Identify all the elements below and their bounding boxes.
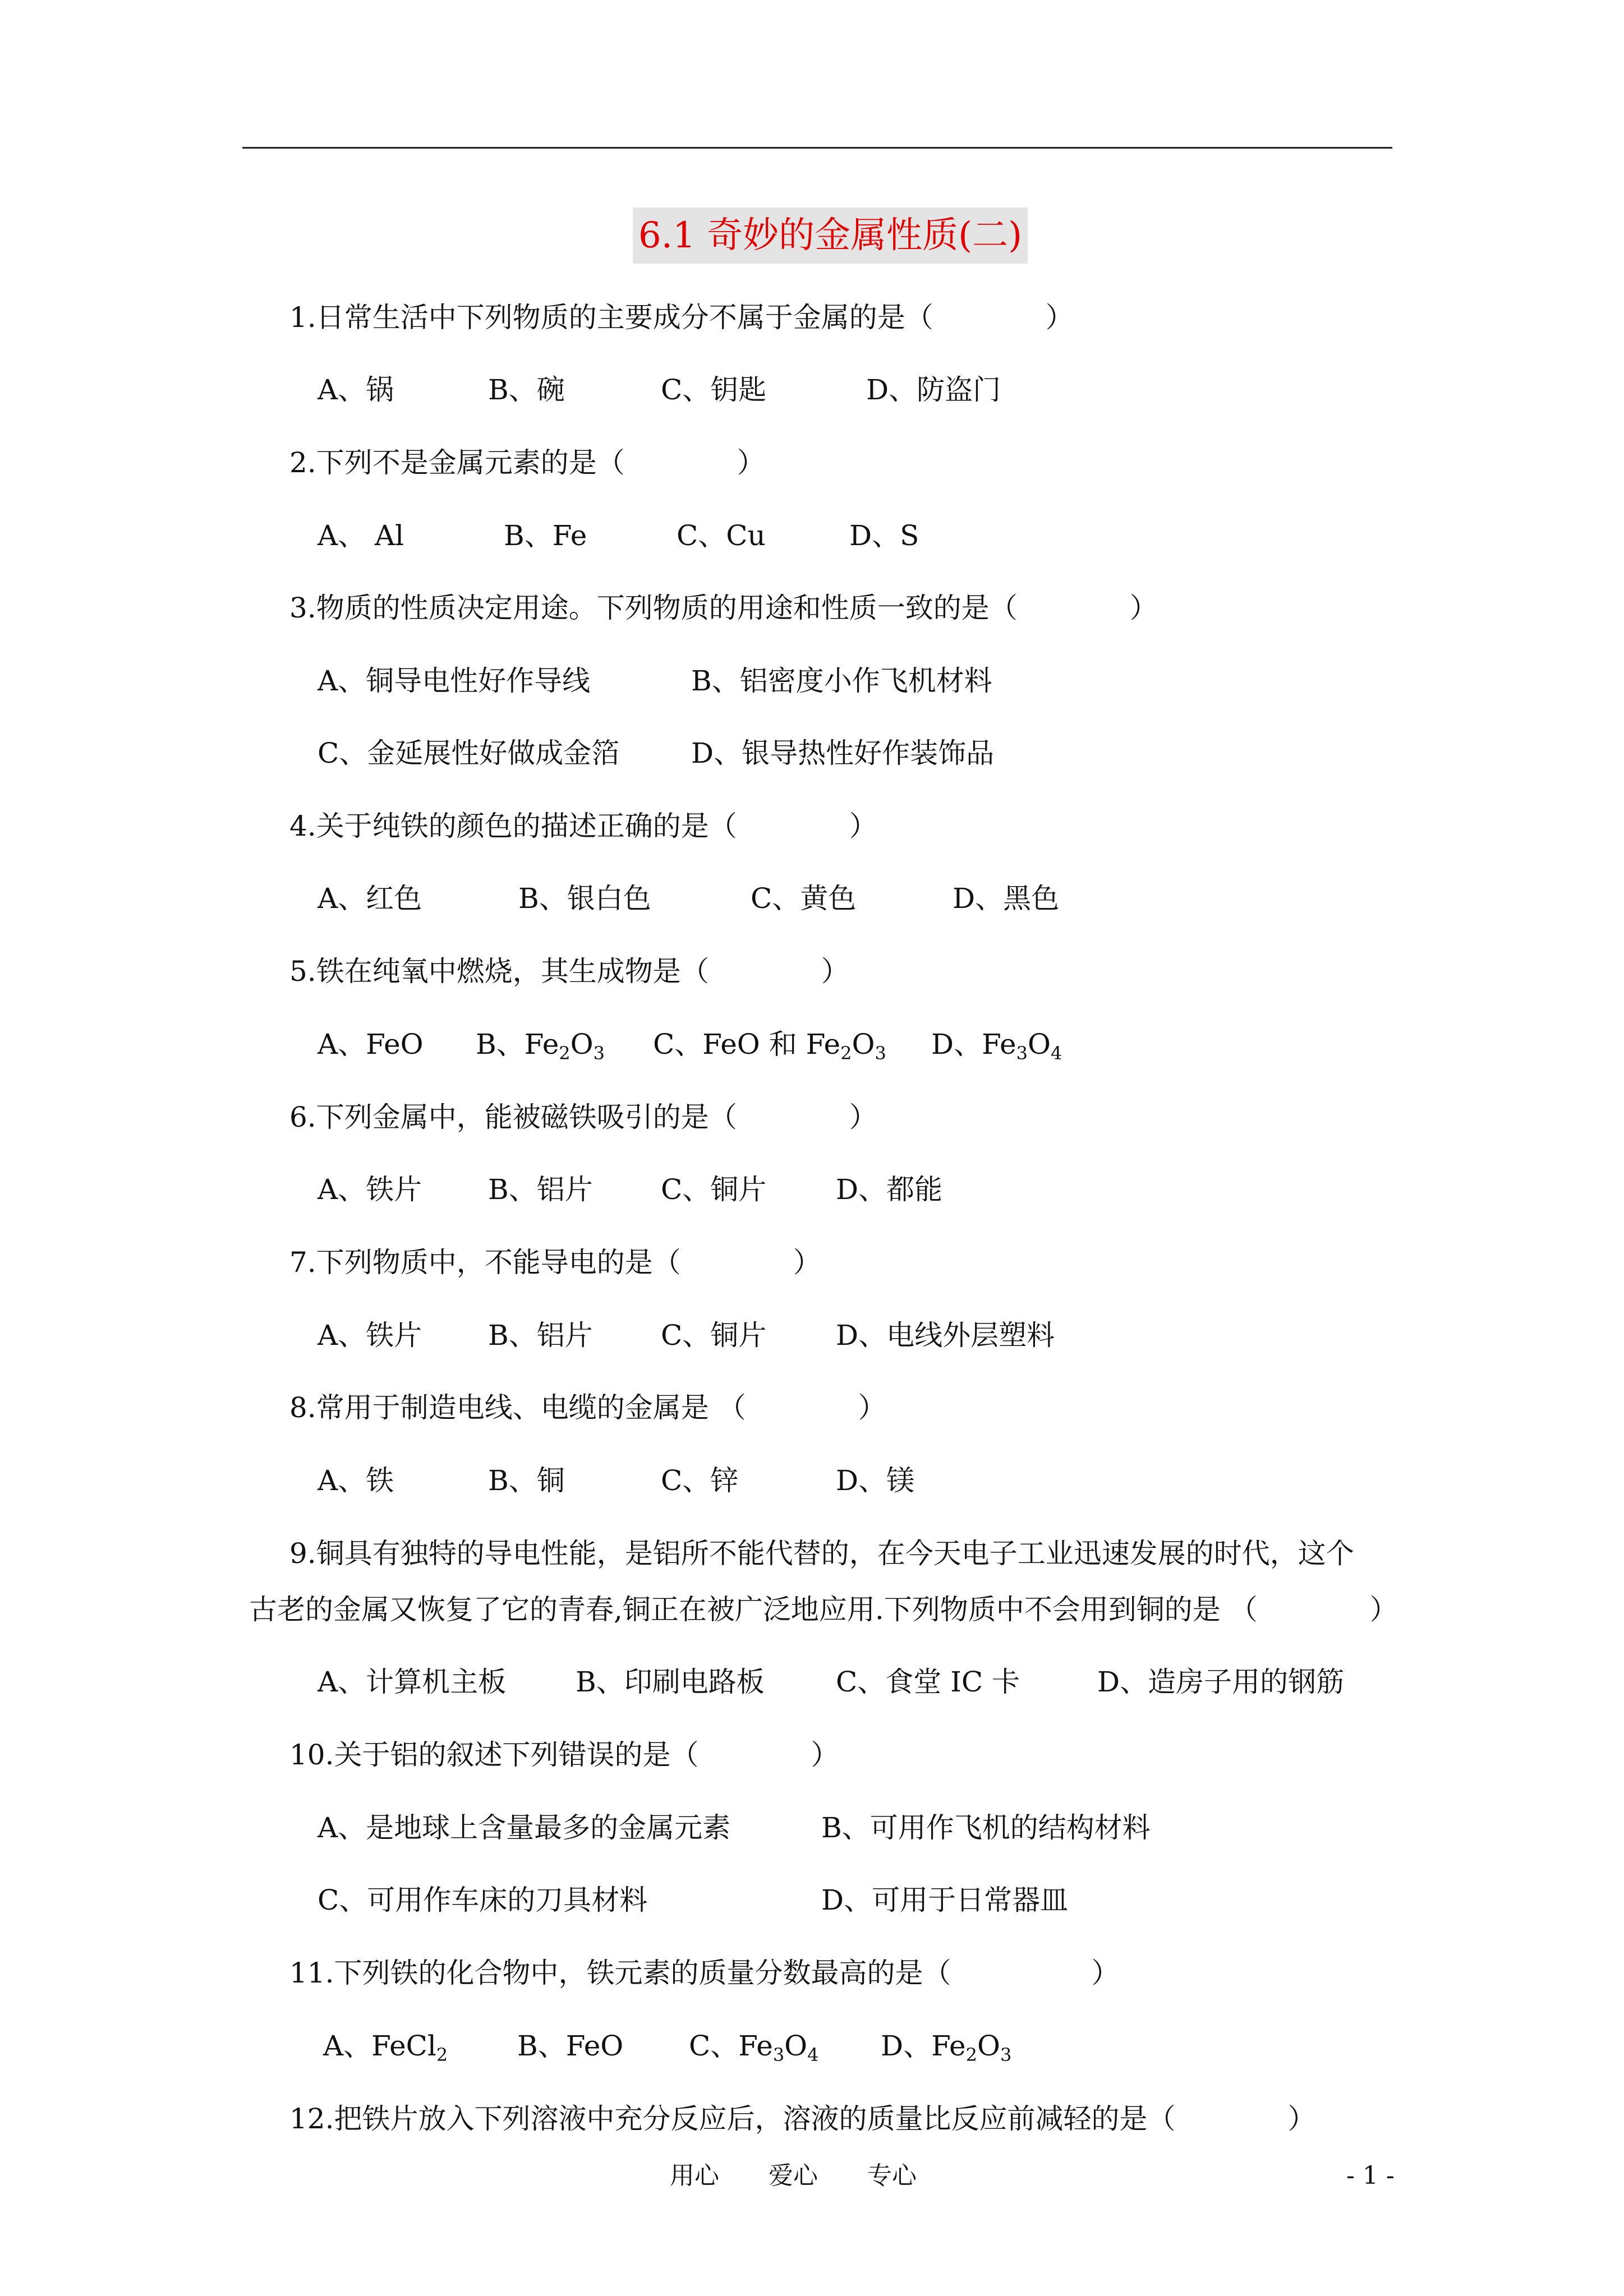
option: B、铝片	[488, 1173, 593, 1206]
question-9-continued: 古老的金属又恢复了它的青春,铜正在被广泛地应用.下列物质中不会用到铜的是 （ ）	[249, 1593, 1398, 1626]
option: D、S	[849, 519, 919, 552]
option: D、电线外层塑料	[836, 1319, 1055, 1352]
option: C、黄色	[751, 882, 857, 915]
option: B、FeO	[517, 2030, 624, 2062]
option: B、铜	[488, 1464, 565, 1497]
option: B、碗	[488, 374, 565, 406]
question-1: 1.日常生活中下列物质的主要成分不属于金属的是（ ）	[289, 301, 1074, 334]
option: A、锅	[318, 374, 394, 406]
option: A、铜导电性好作导线	[318, 665, 591, 697]
option: D、镁	[836, 1464, 915, 1497]
option: D、$Fe_2O_3$	[881, 2030, 1012, 2066]
option: A、铁	[318, 1464, 394, 1497]
option: B、Fe	[504, 519, 587, 552]
page-title: 6.1 奇妙的金属性质(二)	[633, 208, 1028, 264]
option: D、防盗门	[866, 374, 1001, 406]
option: A、铁片	[318, 1173, 422, 1206]
option: B、可用作飞机的结构材料	[821, 1811, 1151, 1844]
question-12: 12.把铁片放入下列溶液中充分反应后，溶液的质量比反应前减轻的是（ ）	[289, 2103, 1316, 2135]
footer-motto: 用心 爱心 专心	[670, 2161, 917, 2190]
option: A、FeCl$_2$	[323, 2030, 448, 2066]
question-11: 11.下列铁的化合物中，铁元素的质量分数最高的是（ ）	[289, 1957, 1120, 1989]
question-7: 7.下列物质中，不能导电的是（ ）	[289, 1246, 821, 1279]
option: C、FeO 和 $Fe_2O_3$	[653, 1028, 886, 1064]
question-4: 4.关于纯铁的颜色的描述正确的是（ ）	[289, 810, 877, 842]
option: A、 Al	[318, 519, 404, 552]
option: C、$Fe_3O_4$	[689, 2030, 819, 2066]
question-2: 2.下列不是金属元素的是（ ）	[289, 446, 765, 479]
option: C、铜片	[661, 1319, 767, 1352]
question-9: 9.铜具有独特的导电性能，是铝所不能代替的，在今天电子工业迅速发展的时代，这个	[289, 1537, 1354, 1570]
option: D、$Fe_3O_4$	[931, 1028, 1062, 1064]
option: C、铜片	[661, 1173, 767, 1206]
option: D、都能	[836, 1173, 943, 1206]
option: B、印刷电路板	[576, 1666, 765, 1698]
option: D、可用于日常器皿	[821, 1884, 1069, 1916]
option: B、铝密度小作飞机材料	[691, 665, 992, 697]
option: A、铁片	[318, 1319, 422, 1352]
header-rule	[242, 147, 1392, 149]
option: A、计算机主板	[318, 1666, 507, 1698]
question-6: 6.下列金属中，能被磁铁吸引的是（ ）	[289, 1101, 877, 1133]
question-3: 3.物质的性质决定用途。下列物质的用途和性质一致的是（ ）	[289, 592, 1158, 624]
option: C、可用作车床的刀具材料	[318, 1884, 648, 1916]
option: B、$Fe_2O_3$	[476, 1028, 605, 1064]
option: C、金延展性好做成金箔	[318, 737, 620, 769]
option: C、锌	[661, 1464, 739, 1497]
option: C、食堂 IC 卡	[836, 1666, 1020, 1698]
question-5: 5.铁在纯氧中燃烧，其生成物是（ ）	[289, 955, 849, 988]
option: B、铝片	[488, 1319, 593, 1352]
option: C、Cu	[677, 519, 766, 552]
question-10: 10.关于铝的叙述下列错误的是（ ）	[289, 1739, 839, 1771]
option: A、红色	[318, 882, 422, 915]
option: C、钥匙	[661, 374, 767, 406]
option: A、FeO	[318, 1028, 424, 1061]
option: A、是地球上含量最多的金属元素	[318, 1811, 731, 1844]
option: D、银导热性好作装饰品	[691, 737, 995, 769]
option: B、银白色	[518, 882, 651, 915]
option: D、黑色	[953, 882, 1060, 915]
page-number: - 1 -	[1346, 2161, 1395, 2190]
question-8: 8.常用于制造电线、电缆的金属是 （ ）	[289, 1391, 886, 1424]
option: D、造房子用的钢筋	[1097, 1666, 1345, 1698]
